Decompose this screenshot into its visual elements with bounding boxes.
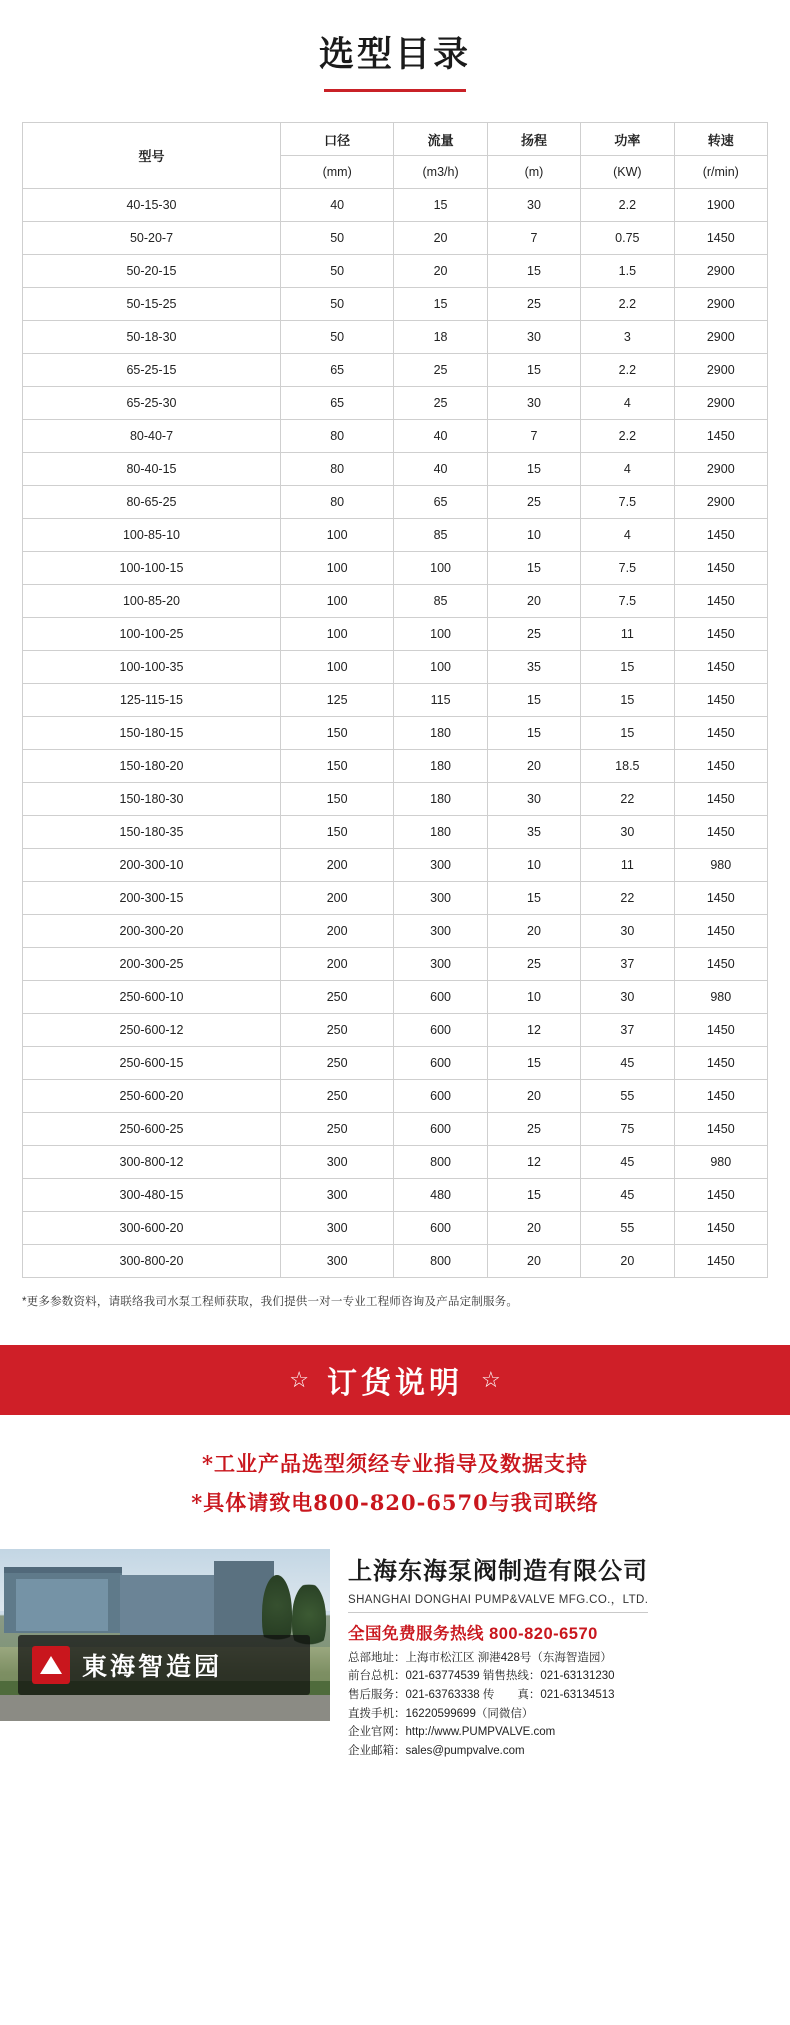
cell-value: 75: [581, 1113, 674, 1146]
cell-value: 2900: [674, 354, 767, 387]
cell-value: 40: [280, 189, 393, 222]
cell-value: 30: [487, 783, 580, 816]
title-block: [0, 0, 790, 92]
table-row: [23, 1146, 768, 1179]
cell-value: 2900: [674, 321, 767, 354]
table-row: [23, 552, 768, 585]
cell-value: 1450: [674, 222, 767, 255]
cell-value: 12: [487, 1014, 580, 1047]
title-underline: [324, 89, 466, 92]
cell-model: 80-40-7: [23, 420, 281, 453]
cell-value: 10: [487, 849, 580, 882]
table-row: [23, 1047, 768, 1080]
contact-row: 前台总机：021-63774539 销售热线：021-63131230: [348, 1670, 615, 1683]
cell-value: 100: [280, 552, 393, 585]
cell-value: 250: [280, 981, 393, 1014]
star-right-icon: ☆: [481, 1367, 501, 1392]
cell-value: 15: [487, 552, 580, 585]
table-row: [23, 222, 768, 255]
cell-value: 600: [394, 1212, 487, 1245]
cell-value: 30: [581, 981, 674, 1014]
unit-head: (m): [487, 156, 580, 189]
cell-value: 1450: [674, 684, 767, 717]
cell-value: 20: [394, 255, 487, 288]
cell-value: 1450: [674, 1047, 767, 1080]
cell-value: 1450: [674, 618, 767, 651]
cell-model: 100-100-35: [23, 651, 281, 684]
cell-value: 20: [487, 1212, 580, 1245]
cell-value: 150: [280, 717, 393, 750]
contact-row: 售后服务：021-63763338 传 真：021-63134513: [348, 1688, 615, 1701]
cell-model: 250-600-20: [23, 1080, 281, 1113]
table-row: [23, 1212, 768, 1245]
cell-value: 980: [674, 1146, 767, 1179]
cell-value: 15: [394, 288, 487, 321]
cell-value: 37: [581, 1014, 674, 1047]
cell-value: 25: [487, 948, 580, 981]
table-row: [23, 354, 768, 387]
cell-value: 15: [487, 882, 580, 915]
cell-value: 20: [487, 1080, 580, 1113]
cell-value: 150: [280, 816, 393, 849]
cell-value: 4: [581, 453, 674, 486]
cell-model: 150-180-30: [23, 783, 281, 816]
hotline: 全国免费服务热线 800-820-6570: [348, 1624, 598, 1643]
cell-value: 0.75: [581, 222, 674, 255]
table-row: [23, 618, 768, 651]
cell-value: 80: [280, 486, 393, 519]
cell-value: 250: [280, 1080, 393, 1113]
cell-value: 1450: [674, 717, 767, 750]
cell-value: 300: [280, 1179, 393, 1212]
cell-value: 3: [581, 321, 674, 354]
cell-value: 18: [394, 321, 487, 354]
cell-model: 250-600-25: [23, 1113, 281, 1146]
cell-value: 2900: [674, 288, 767, 321]
cell-model: 200-300-15: [23, 882, 281, 915]
cell-value: 300: [394, 948, 487, 981]
company-name-en: SHANGHAI DONGHAI PUMP&VALVE MFG.CO.，LTD.: [348, 1591, 648, 1613]
cell-value: 150: [280, 750, 393, 783]
cell-value: 180: [394, 750, 487, 783]
table-row: [23, 651, 768, 684]
table-row: [23, 783, 768, 816]
cell-value: 20: [394, 222, 487, 255]
table-row: [23, 288, 768, 321]
cell-model: 50-20-15: [23, 255, 281, 288]
cell-value: 20: [487, 585, 580, 618]
cell-value: 600: [394, 1080, 487, 1113]
cell-value: 1450: [674, 750, 767, 783]
cell-model: 200-300-25: [23, 948, 281, 981]
cell-value: 7: [487, 222, 580, 255]
photo-road: [0, 1695, 330, 1721]
cell-value: 600: [394, 981, 487, 1014]
cell-model: 300-800-12: [23, 1146, 281, 1179]
cell-value: 12: [487, 1146, 580, 1179]
cell-model: 40-15-30: [23, 189, 281, 222]
cell-model: 250-600-10: [23, 981, 281, 1014]
cell-value: 1.5: [581, 255, 674, 288]
cell-model: 50-18-30: [23, 321, 281, 354]
order-instruction-banner: [0, 1345, 790, 1415]
table-row: [23, 684, 768, 717]
cell-value: 2900: [674, 255, 767, 288]
cell-value: 85: [394, 519, 487, 552]
cell-value: 50: [280, 288, 393, 321]
cell-value: 1450: [674, 519, 767, 552]
cell-model: 300-480-15: [23, 1179, 281, 1212]
cell-value: 125: [280, 684, 393, 717]
cell-value: 300: [280, 1212, 393, 1245]
star-left-icon: ☆: [289, 1367, 309, 1392]
cell-value: 1450: [674, 1113, 767, 1146]
cell-value: 1450: [674, 1179, 767, 1212]
footer: [0, 1549, 790, 1775]
cell-value: 22: [581, 882, 674, 915]
header-speed: 转速: [674, 123, 767, 156]
cell-model: 150-180-15: [23, 717, 281, 750]
cell-model: 200-300-10: [23, 849, 281, 882]
cell-value: 600: [394, 1113, 487, 1146]
cell-value: 300: [394, 915, 487, 948]
cell-value: 100: [280, 618, 393, 651]
cell-value: 2900: [674, 387, 767, 420]
cell-value: 250: [280, 1113, 393, 1146]
cell-value: 100: [394, 552, 487, 585]
cell-value: 2900: [674, 486, 767, 519]
cell-value: 30: [487, 387, 580, 420]
cell-value: 7.5: [581, 486, 674, 519]
unit-power: (KW): [581, 156, 674, 189]
notice-line-2: *具体请致电800-820-6570与我司联络: [191, 1489, 599, 1515]
cell-value: 150: [280, 783, 393, 816]
banner-inner: [289, 1358, 500, 1402]
cell-value: 300: [280, 1146, 393, 1179]
cell-value: 100: [394, 618, 487, 651]
cell-value: 100: [394, 651, 487, 684]
cell-value: 20: [581, 1245, 674, 1278]
table-row: [23, 486, 768, 519]
cell-value: 1450: [674, 420, 767, 453]
cell-value: 180: [394, 783, 487, 816]
table-row: [23, 1080, 768, 1113]
cell-model: 100-85-20: [23, 585, 281, 618]
cell-model: 50-20-7: [23, 222, 281, 255]
header-power: 功率: [581, 123, 674, 156]
cell-value: 1450: [674, 1014, 767, 1047]
table-row: [23, 1113, 768, 1146]
cell-value: 200: [280, 882, 393, 915]
cell-model: 50-15-25: [23, 288, 281, 321]
contact-row: 总部地址：上海市松江区 泖港428号（东海智造园）: [348, 1651, 612, 1664]
cell-value: 1450: [674, 1245, 767, 1278]
company-logo-icon: [32, 1646, 70, 1684]
cell-value: 980: [674, 981, 767, 1014]
cell-value: 2.2: [581, 288, 674, 321]
unit-bore: (mm): [280, 156, 393, 189]
cell-model: 65-25-15: [23, 354, 281, 387]
cell-value: 80: [280, 420, 393, 453]
header-head: 扬程: [487, 123, 580, 156]
cell-value: 4: [581, 519, 674, 552]
cell-value: 100: [280, 519, 393, 552]
cell-value: 800: [394, 1245, 487, 1278]
cell-value: 1450: [674, 816, 767, 849]
cell-value: 45: [581, 1146, 674, 1179]
table-row: [23, 387, 768, 420]
cell-value: 50: [280, 255, 393, 288]
cell-value: 300: [394, 882, 487, 915]
cell-model: 200-300-20: [23, 915, 281, 948]
cell-model: 250-600-15: [23, 1047, 281, 1080]
cell-value: 30: [581, 915, 674, 948]
header-row: [23, 123, 768, 156]
cell-value: 180: [394, 816, 487, 849]
cell-model: 125-115-15: [23, 684, 281, 717]
cell-value: 15: [581, 717, 674, 750]
cell-model: 150-180-20: [23, 750, 281, 783]
cell-value: 250: [280, 1014, 393, 1047]
cell-value: 1450: [674, 552, 767, 585]
cell-value: 15: [487, 255, 580, 288]
cell-value: 35: [487, 651, 580, 684]
cell-value: 7.5: [581, 585, 674, 618]
unit-speed: (r/min): [674, 156, 767, 189]
cell-value: 25: [487, 618, 580, 651]
cell-value: 1450: [674, 1080, 767, 1113]
cell-value: 15: [487, 684, 580, 717]
cell-value: 30: [581, 816, 674, 849]
cell-value: 100: [280, 585, 393, 618]
contact-list: [348, 1649, 648, 1761]
cell-value: 22: [581, 783, 674, 816]
table-row: [23, 1245, 768, 1278]
cell-value: 980: [674, 849, 767, 882]
page-title: 选型目录: [318, 35, 471, 74]
cell-value: 55: [581, 1212, 674, 1245]
cell-value: 65: [280, 354, 393, 387]
table-row: [23, 915, 768, 948]
cell-value: 10: [487, 519, 580, 552]
table-row: [23, 1179, 768, 1212]
cell-value: 55: [581, 1080, 674, 1113]
cell-value: 180: [394, 717, 487, 750]
cell-value: 1450: [674, 915, 767, 948]
cell-value: 40: [394, 453, 487, 486]
cell-model: 250-600-12: [23, 1014, 281, 1047]
unit-flow: (m3/h): [394, 156, 487, 189]
cell-value: 65: [394, 486, 487, 519]
table-row: [23, 189, 768, 222]
header-bore: 口径: [280, 123, 393, 156]
company-info: [330, 1549, 648, 1761]
contact-row: 企业官网：http://www.PUMPVALVE.com: [348, 1726, 556, 1739]
cell-value: 2.2: [581, 420, 674, 453]
cell-value: 15: [581, 684, 674, 717]
cell-model: 100-100-15: [23, 552, 281, 585]
cell-value: 1450: [674, 1212, 767, 1245]
cell-value: 20: [487, 1245, 580, 1278]
cell-value: 1450: [674, 783, 767, 816]
notice-block: [0, 1445, 790, 1523]
cell-value: 1450: [674, 651, 767, 684]
contact-row: 企业邮箱：sales@pumpvalve.com: [348, 1744, 525, 1757]
spec-table-wrap: [22, 122, 768, 1278]
cell-value: 15: [487, 1047, 580, 1080]
table-footnote: *更多参数资料，请联络我司水泵工程师获取，我们提供一对一专业工程师咨询及产品定制服务。: [22, 1296, 519, 1308]
table-row: [23, 882, 768, 915]
table-row: [23, 585, 768, 618]
cell-value: 15: [487, 717, 580, 750]
cell-value: 300: [394, 849, 487, 882]
cell-value: 50: [280, 222, 393, 255]
header-model: 型号: [23, 123, 281, 189]
spec-table-body: [23, 189, 768, 1278]
cell-model: 65-25-30: [23, 387, 281, 420]
table-row: [23, 255, 768, 288]
cell-model: 300-600-20: [23, 1212, 281, 1245]
cell-value: 115: [394, 684, 487, 717]
cell-value: 15: [487, 1179, 580, 1212]
cell-value: 18.5: [581, 750, 674, 783]
spec-table-head: [23, 123, 768, 189]
cell-value: 80: [280, 453, 393, 486]
photo-building-middle: [120, 1575, 216, 1635]
cell-value: 4: [581, 387, 674, 420]
cell-value: 2.2: [581, 354, 674, 387]
cell-model: 300-800-20: [23, 1245, 281, 1278]
table-row: [23, 321, 768, 354]
cell-value: 11: [581, 618, 674, 651]
cell-value: 25: [394, 354, 487, 387]
cell-value: 20: [487, 750, 580, 783]
cell-value: 45: [581, 1179, 674, 1212]
cell-value: 1450: [674, 585, 767, 618]
cell-value: 65: [280, 387, 393, 420]
cell-value: 25: [487, 288, 580, 321]
table-row: [23, 948, 768, 981]
table-row: [23, 453, 768, 486]
cell-model: 80-65-25: [23, 486, 281, 519]
cell-value: 50: [280, 321, 393, 354]
cell-value: 200: [280, 948, 393, 981]
cell-value: 200: [280, 849, 393, 882]
cell-value: 45: [581, 1047, 674, 1080]
spec-table: [22, 122, 768, 1278]
cell-value: 25: [487, 1113, 580, 1146]
cell-model: 150-180-35: [23, 816, 281, 849]
cell-value: 800: [394, 1146, 487, 1179]
cell-value: 35: [487, 816, 580, 849]
cell-value: 7: [487, 420, 580, 453]
cell-value: 15: [487, 453, 580, 486]
cell-value: 2900: [674, 453, 767, 486]
cell-model: 100-100-25: [23, 618, 281, 651]
table-row: [23, 816, 768, 849]
cell-value: 1450: [674, 882, 767, 915]
cell-value: 1900: [674, 189, 767, 222]
signboard-text: 東海智造园: [82, 1652, 223, 1681]
cell-model: 100-85-10: [23, 519, 281, 552]
cell-value: 25: [394, 387, 487, 420]
cell-value: 15: [581, 651, 674, 684]
table-row: [23, 1014, 768, 1047]
table-row: [23, 750, 768, 783]
cell-model: 80-40-15: [23, 453, 281, 486]
cell-value: 15: [487, 354, 580, 387]
table-row: [23, 519, 768, 552]
cell-value: 250: [280, 1047, 393, 1080]
cell-value: 300: [280, 1245, 393, 1278]
cell-value: 11: [581, 849, 674, 882]
table-row: [23, 849, 768, 882]
header-flow: 流量: [394, 123, 487, 156]
cell-value: 100: [280, 651, 393, 684]
cell-value: 30: [487, 189, 580, 222]
cell-value: 25: [487, 486, 580, 519]
company-name-cn: 上海东海泵阀制造有限公司: [348, 1557, 648, 1585]
cell-value: 30: [487, 321, 580, 354]
cell-value: 480: [394, 1179, 487, 1212]
banner-title: 订货说明: [327, 1367, 463, 1400]
contact-row: 直拨手机：16220599699（同微信）: [348, 1707, 534, 1720]
table-row: [23, 981, 768, 1014]
cell-value: 600: [394, 1014, 487, 1047]
cell-value: 7.5: [581, 552, 674, 585]
factory-photo: [0, 1549, 330, 1721]
cell-value: 20: [487, 915, 580, 948]
notice-line-1: *工业产品选型须经专业指导及数据支持: [202, 1451, 588, 1476]
cell-value: 37: [581, 948, 674, 981]
cell-value: 40: [394, 420, 487, 453]
cell-value: 10: [487, 981, 580, 1014]
cell-value: 15: [394, 189, 487, 222]
table-row: [23, 717, 768, 750]
cell-value: 200: [280, 915, 393, 948]
cell-value: 85: [394, 585, 487, 618]
table-row: [23, 420, 768, 453]
photo-signboard: [18, 1635, 310, 1695]
cell-value: 1450: [674, 948, 767, 981]
cell-value: 2.2: [581, 189, 674, 222]
photo-building-left-inner: [16, 1579, 108, 1631]
cell-value: 600: [394, 1047, 487, 1080]
